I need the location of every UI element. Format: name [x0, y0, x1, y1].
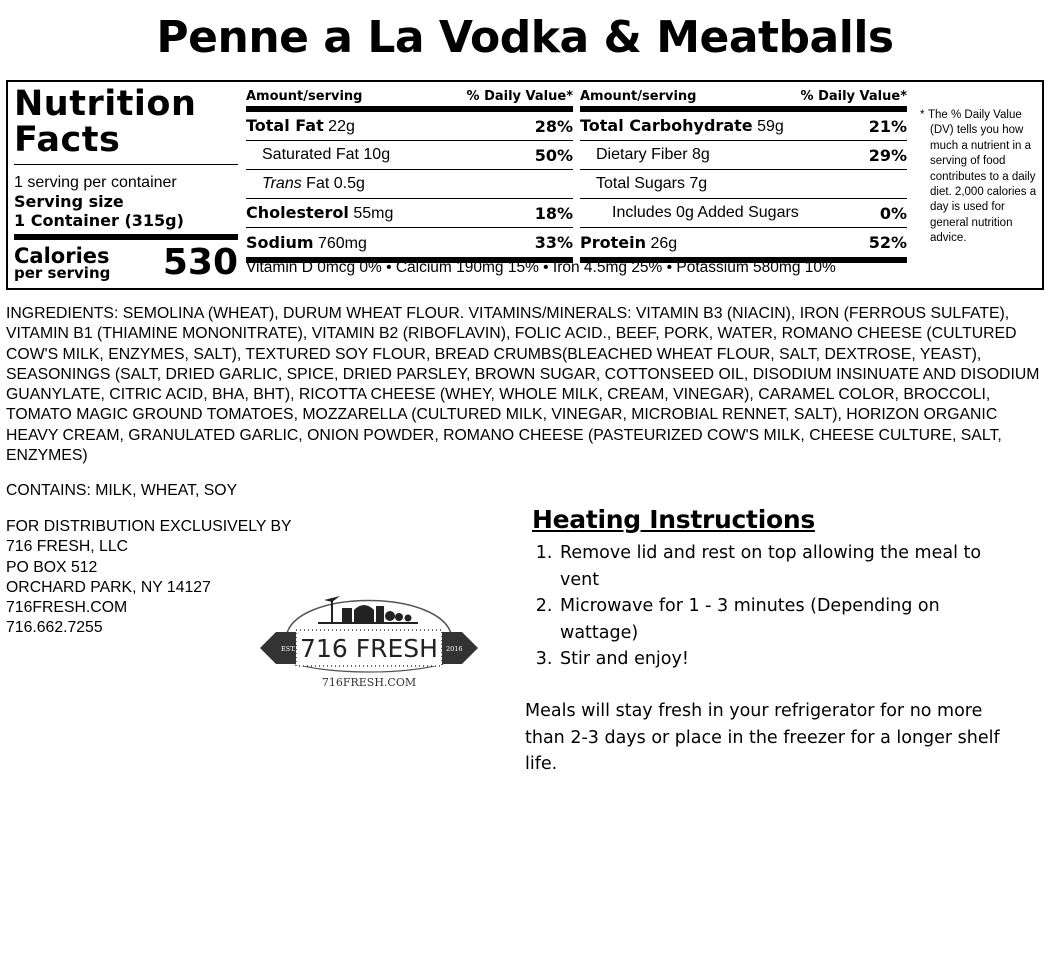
nutrient-row-dietary-fiber	[580, 141, 907, 170]
nutrient-name: Saturated Fat	[262, 146, 359, 163]
distributor-po-box: PO BOX 512	[6, 558, 98, 576]
heating-title: Heating Instructions	[532, 505, 815, 534]
heading-line-1: Nutrition	[14, 84, 197, 124]
nutrient-dv: 18%	[534, 203, 573, 223]
nutrient-row-saturated-fat	[246, 141, 573, 170]
heating-steps	[532, 540, 1002, 673]
distributor-city: ORCHARD PARK, NY 14127	[6, 578, 211, 596]
nutrient-name: Includes 0g Added Sugars	[612, 204, 799, 221]
nutrient-name-suffix: Fat	[301, 175, 330, 192]
logo-year: 2016	[446, 645, 463, 653]
nutrient-dv: 52%	[868, 233, 907, 252]
nutrient-name: Dietary Fiber	[596, 146, 688, 163]
nutrient-amount: 59g	[757, 118, 784, 135]
calories-block	[14, 242, 238, 284]
nutrition-heading	[14, 86, 238, 158]
nutrient-name: Trans	[262, 175, 302, 192]
footnote-asterisk: *	[920, 109, 925, 121]
nutrient-name: Total Sugars	[596, 175, 685, 192]
nutrient-row-total-carbohydrate	[580, 112, 907, 141]
nutrient-dv: 50%	[534, 145, 573, 165]
nutrient-row-protein	[580, 228, 907, 257]
servings-per-container: 1 serving per container	[14, 174, 177, 191]
nutrient-row-total-fat	[246, 112, 573, 141]
thick-divider	[14, 234, 238, 240]
logo-est: EST.	[281, 645, 296, 653]
logo-url: 716FRESH.COM	[321, 676, 417, 689]
calories-value: 530	[162, 242, 238, 283]
amount-header: Amount/serving	[246, 89, 363, 104]
nutrient-dv: 21%	[868, 116, 907, 136]
nutrient-dv: 28%	[534, 116, 573, 136]
nutrient-amount: 760mg	[317, 234, 367, 252]
nutrient-amount: 55mg	[353, 205, 394, 222]
nutrition-summary	[14, 86, 238, 284]
serving-size-value: 1 Container (315g)	[14, 211, 184, 230]
product-title: Penne a La Vodka & Meatballs	[156, 12, 894, 63]
divider	[14, 164, 238, 165]
column-header	[246, 88, 573, 106]
heating-step: 3. Stir and enjoy!	[558, 646, 1002, 673]
nutrient-name: Total Fat	[246, 116, 324, 135]
nutrient-dv: 29%	[868, 145, 907, 165]
nutrient-amount: 26g	[650, 234, 678, 252]
nutrient-row-total-sugars	[580, 170, 907, 199]
nutrient-amount: 22g	[328, 118, 355, 135]
nutrient-name: Protein	[580, 232, 646, 252]
dv-header: % Daily Value*	[466, 89, 573, 104]
amount-header: Amount/serving	[580, 89, 697, 104]
distributor-website: 716FRESH.COM	[6, 599, 128, 617]
nutrient-row-sodium	[246, 228, 573, 257]
nutrient-row-added-sugars	[580, 199, 907, 228]
storage-note: Meals will stay fresh in your refrigerator for no more than 2-3 days or place in the freezer for a longer shelf life.	[525, 701, 1000, 774]
nutrient-dv: 0%	[879, 203, 907, 223]
nutrient-row-cholesterol	[246, 199, 573, 228]
daily-value-footnote	[920, 108, 1042, 247]
distributor-line: FOR DISTRIBUTION EXCLUSIVELY BY	[6, 518, 292, 535]
heading-line-2: Facts	[14, 120, 121, 160]
nutrient-column-left	[246, 88, 573, 263]
footnote-text: The % Daily Value (DV) tells you how much a nutrient in a serving of food contributes to a daily diet. 2,000 calories a day is used for general nutrition advice.	[928, 109, 1037, 245]
ingredients-list: INGREDIENTS: SEMOLINA (WHEAT), DURUM WHEAT FLOUR. VITAMINS/MINERALS: VITAMIN B3 (NIACIN), IRON (FERROUS SULFATE), VITAMIN B1 (THIAMINE MONONITRATE), VITAMIN B2 (RIBOFLAVIN), FOLIC ACID., BEEF, PORK, WATER, ROMANO CHEESE (CULTURED COW'S MILK, ENZYMES, SALT), TEXTURED SOY FLOUR, BREAD CRUMBS(BLEACHED WHEAT FLOUR, SALT, DEXTROSE, YEAST), SEASONINGS (SALT, DRIED GARLIC, SPICE, DRIED PARSLEY, BROWN SUGAR, COTTONSEED OIL, DISODIUM INSINUATE AND DISODIUM GUANYLATE, CITRIC ACID, BHA, BHT), RICOTTA CHEESE (WHEY, WHOLE MILK, CREAM, VINEGAR), CARAMEL COLOR, BROCCOLI, TOMATO MAGIC GROUND TOMATOES, MOZZARELLA (CULTURED MILK, VINEGAR, MICROBIAL RENNET, SALT), HORIZON ORGANIC HEAVY CREAM, GRANULATED GARLIC, ONION POWDER, ROMANO CHEESE (PASTEURIZED COW'S MILK, CHEESE CULTURE, SALT, ENZYMES)	[6, 305, 1040, 465]
nutrient-amount: 0.5g	[333, 175, 365, 192]
logo-brand-text: 716 FRESH	[300, 634, 438, 663]
serving-size-label: Serving size	[14, 192, 124, 211]
column-header	[580, 88, 907, 106]
nutrient-name: Cholesterol	[246, 203, 349, 222]
nutrient-dv: 33%	[534, 233, 573, 252]
nutrient-amount: 10g	[363, 146, 391, 163]
distributor-name: 716 FRESH, LLC	[6, 538, 129, 556]
nutrient-name: Sodium	[246, 232, 314, 252]
allergen-statement: CONTAINS: MILK, WHEAT, SOY	[6, 482, 238, 499]
heating-instructions	[532, 505, 1002, 673]
nutrient-amount: 8g	[692, 146, 710, 163]
nutrient-name: Total Carbohydrate	[580, 116, 753, 135]
distributor-info	[6, 517, 292, 639]
nutrition-facts-label	[6, 80, 1044, 290]
vitamins-minerals-line: Vitamin D 0mcg 0% • Calcium 190mg 15% • Iron 4.5mg 25% • Potassium 580mg 10%	[246, 259, 836, 276]
dv-header: % Daily Value*	[800, 89, 907, 104]
calories-label: Calories	[14, 244, 110, 268]
nutrient-column-right	[580, 88, 907, 263]
nutrient-amount: 7g	[689, 175, 708, 192]
heating-step: 2. Microwave for 1 - 3 minutes (Depending on wattage)	[558, 593, 1002, 646]
per-serving-label: per serving	[14, 264, 111, 282]
distributor-phone: 716.662.7255	[6, 619, 103, 637]
heating-step: 1. Remove lid and rest on top allowing the meal to vent	[558, 540, 1002, 593]
brand-logo	[256, 580, 482, 692]
nutrient-row-trans-fat	[246, 170, 573, 199]
